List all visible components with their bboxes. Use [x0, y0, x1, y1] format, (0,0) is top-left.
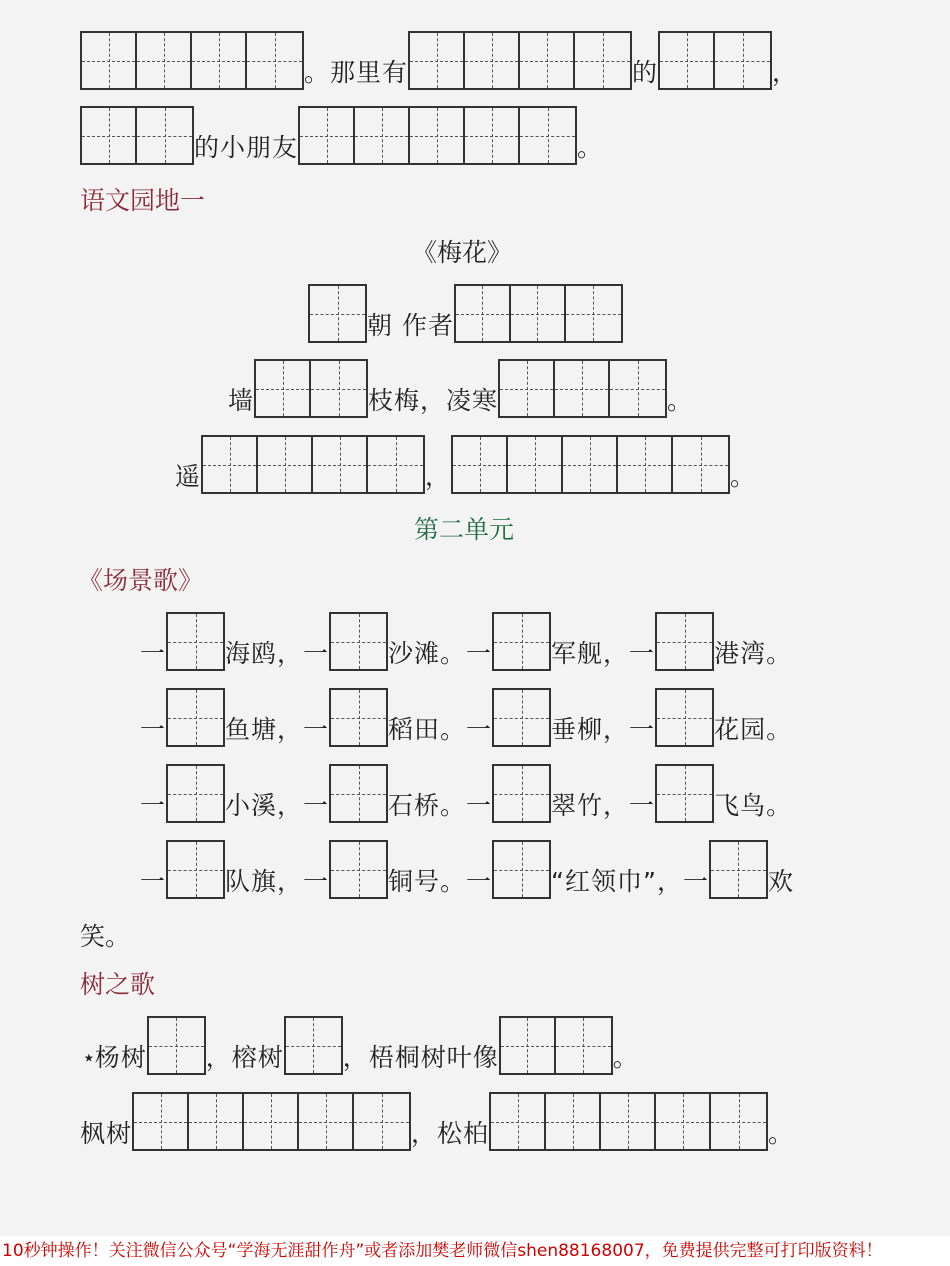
- text: 的: [632, 58, 659, 87]
- answer-box[interactable]: [147, 1016, 206, 1075]
- answer-box[interactable]: [166, 688, 225, 747]
- text: 一: [140, 639, 167, 668]
- section-heading: 树之歌: [80, 970, 156, 999]
- text: 的小朋友: [194, 133, 299, 162]
- text: 小溪，一: [225, 791, 330, 820]
- tree-line-2: [80, 1091, 794, 1151]
- answer-box[interactable]: [408, 31, 632, 90]
- answer-box[interactable]: [132, 1092, 411, 1151]
- answer-box[interactable]: [709, 840, 768, 899]
- scene-row-4: [140, 839, 794, 899]
- text: 。: [667, 386, 694, 415]
- answer-box[interactable]: [655, 612, 714, 671]
- answer-box[interactable]: [298, 106, 577, 165]
- text: 杨树: [94, 1043, 147, 1072]
- answer-box[interactable]: [492, 612, 551, 671]
- text: “红领巾”，一: [551, 867, 709, 896]
- answer-box[interactable]: [284, 1016, 343, 1075]
- answer-box[interactable]: [329, 764, 388, 823]
- unit-heading: 第二单元: [414, 515, 515, 544]
- text: 稻田。一: [388, 715, 493, 744]
- answer-box[interactable]: [80, 106, 194, 165]
- answer-box[interactable]: [329, 840, 388, 899]
- fill-line-1: [80, 30, 798, 90]
- text: 飞鸟。: [714, 791, 793, 820]
- answer-box[interactable]: [655, 764, 714, 823]
- text: 鱼塘，一: [225, 715, 330, 744]
- section-heading: 语文园地一: [80, 186, 206, 215]
- text: 一: [140, 791, 167, 820]
- answer-box[interactable]: [166, 840, 225, 899]
- text: 港湾。: [714, 639, 793, 668]
- scene-tail-text: 笑。: [80, 922, 131, 951]
- text: 队旗，一: [225, 867, 330, 896]
- scene-row-1: [140, 611, 792, 671]
- answer-box[interactable]: [658, 31, 772, 90]
- text: 枝梅，凌寒: [368, 386, 499, 415]
- text: 朝 作者: [367, 311, 454, 340]
- fill-line-2: [80, 105, 603, 165]
- answer-box[interactable]: [166, 764, 225, 823]
- text: ，: [425, 462, 452, 491]
- text: 海鸥，一: [225, 639, 330, 668]
- answer-box[interactable]: [80, 31, 304, 90]
- section-heading: 《场景歌》: [78, 566, 204, 595]
- text: 墙: [228, 386, 255, 415]
- text: 。: [577, 133, 604, 162]
- text: 一: [140, 715, 167, 744]
- answer-box[interactable]: [492, 688, 551, 747]
- star-icon: ⭑: [84, 1047, 95, 1068]
- answer-box[interactable]: [329, 688, 388, 747]
- text: 铜号。一: [388, 867, 493, 896]
- answer-box[interactable]: [454, 284, 623, 343]
- answer-box[interactable]: [499, 1016, 613, 1075]
- answer-box[interactable]: [498, 359, 667, 418]
- answer-box[interactable]: [166, 612, 225, 671]
- answer-box[interactable]: [329, 612, 388, 671]
- text: 一: [140, 867, 167, 896]
- answer-box[interactable]: [308, 284, 367, 343]
- tree-line-1: [84, 1015, 639, 1075]
- text: 枫树: [80, 1119, 133, 1148]
- text: ，松柏: [411, 1119, 490, 1148]
- text: 欢: [767, 867, 794, 896]
- text: 沙滩。一: [388, 639, 493, 668]
- scene-row-2: [140, 687, 792, 747]
- text: 垂柳，一: [551, 715, 656, 744]
- text: ，: [772, 58, 799, 87]
- answer-box[interactable]: [254, 359, 368, 418]
- footer-banner: 10秒钟操作！关注微信公众号“学海无涯甜作舟”或者添加樊老师微信shen88168007，免费提供完整可打印版资料！: [0, 1236, 950, 1266]
- text: 。: [768, 1119, 795, 1148]
- text: ，榕树: [205, 1043, 284, 1072]
- text: 军舰，一: [551, 639, 656, 668]
- answer-box[interactable]: [451, 435, 730, 494]
- text: 花园。: [714, 715, 793, 744]
- text: 。: [730, 462, 757, 491]
- scene-row-3: [140, 763, 792, 823]
- poem-title: 《梅花》: [412, 238, 513, 267]
- poem-verse-2: [175, 434, 756, 494]
- text: 。那里有: [304, 58, 409, 87]
- text: 翠竹，一: [551, 791, 656, 820]
- answer-box[interactable]: [492, 840, 551, 899]
- poem-author-line: [308, 283, 623, 343]
- answer-box[interactable]: [489, 1092, 768, 1151]
- answer-box[interactable]: [655, 688, 714, 747]
- answer-box[interactable]: [201, 435, 425, 494]
- text: 。: [612, 1043, 639, 1072]
- text: ，梧桐树叶像: [342, 1043, 499, 1072]
- answer-box[interactable]: [492, 764, 551, 823]
- text: 遥: [175, 462, 202, 491]
- text: 石桥。一: [388, 791, 493, 820]
- poem-verse-1: [228, 358, 693, 418]
